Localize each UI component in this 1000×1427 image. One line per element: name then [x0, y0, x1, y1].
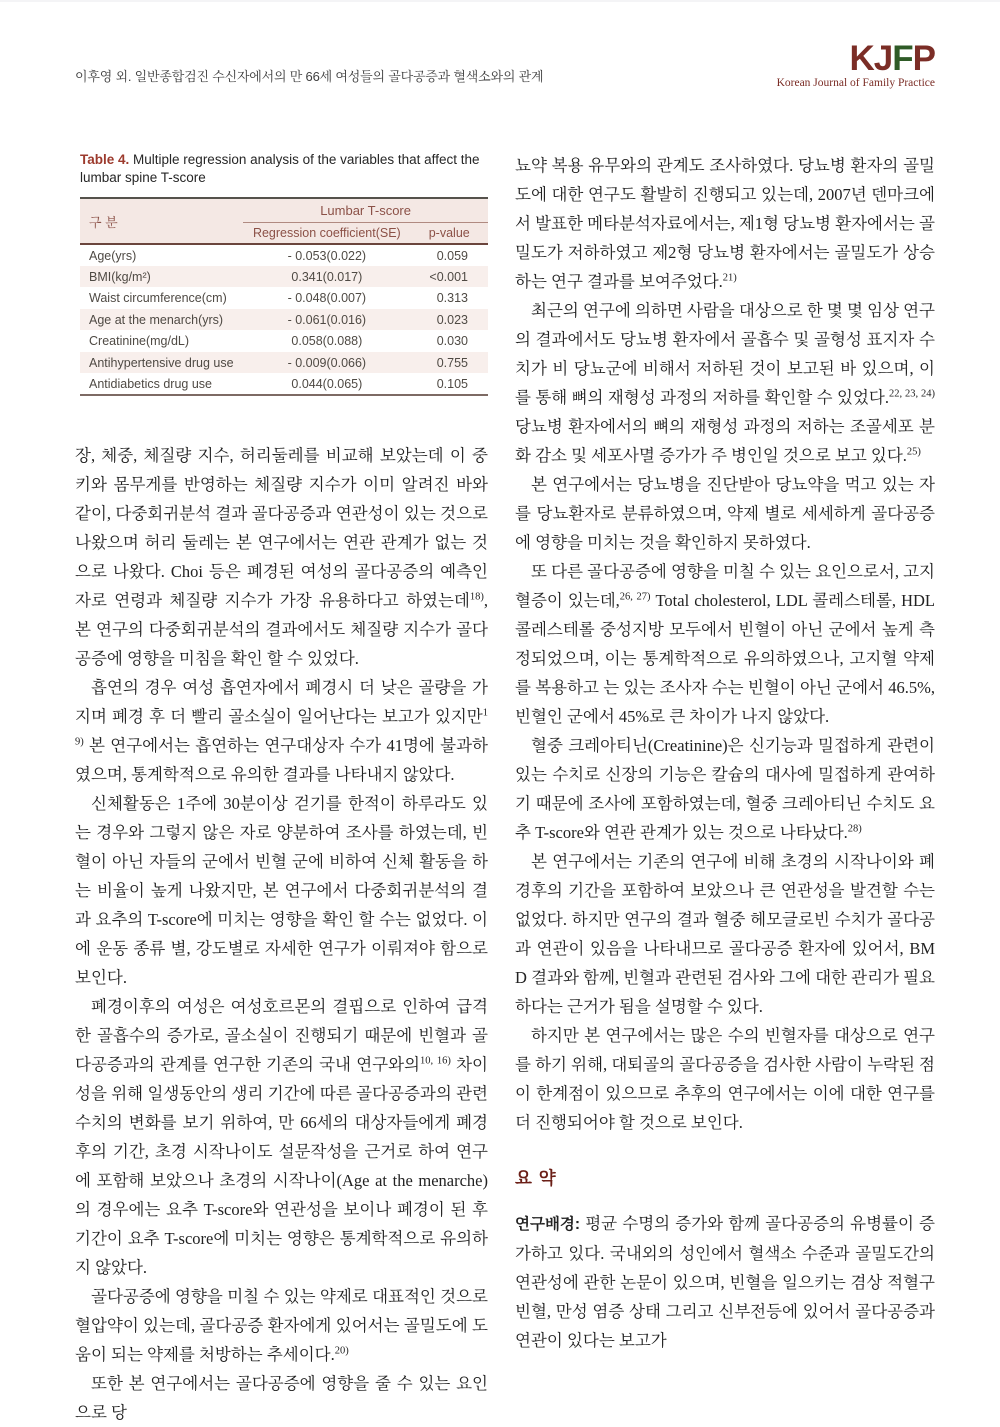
table-cell: <0.001 [429, 269, 468, 284]
right-column [515, 151, 935, 1427]
paragraph: 폐경이후의 여성은 여성호르몬의 결핍으로 인하여 급격한 골흡수의 증가로, 골소실이 진행되기 때문에 빈혈과 골다공증과의 관계를 연구한 기존의 국내 연구와의$^{10, 16)}$ 차이성을 위해 일생동안의 생리 기간에 따른 골다공증과의 관련수치의 변화를 보기 위하여, 만 66세의 대상자들에게 폐경 후의 기간, 초경 시작나이도 설문작성을 근거로 하여 연구에 포함해 보았으나 초경의 시작나이(Age at the menarche)의 경우에는 요추 T-score와 연관성을 보이나 폐경이 된 후 기간이 요추 T-score에 미치는 영향은 통계학적으로 유의하지 않았다. [75, 996, 488, 1277]
table-row [80, 352, 488, 374]
paragraph: 장, 체중, 체질량 지수, 허리둘레를 비교해 보았는데 이 중 키와 몸무게를 반영하는 체질량 지수가 이미 알려진 바와 같이, 다중회귀분석 결과 골다공증과 연관성이 있는 것으로 나왔으며 허리 둘레는 본 연구에서는 연관 관계가 없는 것으로 나왔다. Choi 등은 폐경된 여성의 골다공증의 예측인자로 연령과 체질량 지수가 가장 유용하다고 하였는데$^{18)}$, 본 연구의 다중회귀분석의 결과에서도 체질량 지수가 골다공증에 영향을 미침을 확인 할 수 있었다. [75, 445, 488, 668]
table-cell: Creatinine(mg/dL) [89, 334, 190, 348]
table-row [80, 244, 488, 266]
table-row [80, 373, 488, 395]
table-cell: Antihypertensive drug use [89, 355, 234, 370]
table-cell: 0.044(0.065) [291, 376, 363, 391]
paragraph: 흡연의 경우 여성 흡연자에서 폐경시 더 낮은 골량을 가지며 폐경 후 더 빨리 골소실이 일어난다는 보고가 있지만$^{19)}$ 본 연구에서는 흡연하는 연구대상자 수가 41명에 불과하였으며, 통계학적으로 유의한 결과를 나타내지 않았다. [75, 677, 488, 784]
paragraph: 신체활동은 1주에 30분이상 걷기를 한적이 하루라도 있는 경우와 그렇지 않은 자로 양분하여 조사를 하였는데, 빈혈이 아닌 자들의 군에서 빈혈 군에 비하여 신체 활동을 하는 비율이 높게 나왔지만, 본 연구에서 다중회귀분석의 결과 요추의 T-score에 미치는 영향을 확인 할 수는 없었다. 이에 운동 종류 별, 강도별로 자세한 연구가 이뤄져야 함으로 보인다. [75, 793, 488, 987]
left-column-text [75, 441, 488, 1427]
right-column-text [515, 151, 935, 1355]
table-row [80, 266, 488, 288]
table-cell: - 0.009(0.066) [287, 355, 367, 370]
col-header-regression-coefficient: Regression coefficient(SE) [243, 222, 410, 244]
table-cell: 0.023 [436, 312, 468, 327]
table-header [80, 198, 488, 244]
table-cell: 0.341(0.017) [291, 269, 363, 284]
paragraph: 골다공증에 영향을 미칠 수 있는 약제로 대표적인 것으로 혈압약이 있는데, 골다공증 환자에게 있어서는 골밀도에 도움이 되는 약제를 처방하는 추세이다.$^{20)}$ [75, 1286, 488, 1364]
table-cell: Age at the menarch(yrs) [89, 312, 224, 327]
table-body [80, 244, 488, 395]
table-cell: - 0.061(0.016) [287, 312, 367, 327]
table-row [80, 287, 488, 309]
table-row [80, 330, 488, 352]
table-caption-text: Multiple regression analysis of the variables that affect the lumbar spine T-score [80, 152, 480, 186]
table-cell: - 0.053(0.022) [287, 248, 367, 263]
journal-logo [776, 39, 935, 89]
paragraph: 연구배경: 평균 수명의 증가와 함께 골다공증의 유병률이 증가하고 있다. 국내외의 성인에서 혈색소 수준과 골밀도간의 연관성에 관한 논문이 있으며, 빈혈을 일으키는 겸상 적혈구 빈혈, 만성 염증 상태 그리고 신부전등에 있어서 골다공증과 연관이 있다는 보고가 [515, 1214, 935, 1351]
paragraph: 본 연구에서는 당뇨병을 진단받아 당뇨약을 먹고 있는 자를 당뇨환자로 분류하였으며, 약제 별로 세세하게 골다공증에 영향을 미치는 것을 확인하지 못하였다. [515, 475, 935, 553]
table-caption-label: Table 4. [80, 152, 130, 168]
paragraph: 뇨약 복용 유무와의 관계도 조사하였다. 당뇨병 환자의 골밀도에 대한 연구도 활발히 진행되고 있는데, 2007년 덴마크에서 발표한 메타분석자료에서는, 제1형 당뇨병 환자에서는 골밀도가 저하하였고 제2형 당뇨병 환자에서는 골밀도가 상승하는 연구 결과를 보여주었다.$^{21)}$ [515, 156, 935, 292]
col-header-lumbar-tscore: Lumbar T-score [243, 198, 488, 222]
table-row [80, 309, 488, 331]
paragraph: 혈중 크레아티닌(Creatinine)은 신기능과 밀접하게 관련이 있는 수치로 신장의 기능은 칼슘의 대사에 밀접하게 관여하기 때문에 조사에 포함하였는데, 혈중 크레아티닌 수치도 요추 T-score와 연관 관계가 있는 것으로 나타났다.$^{28)}$ [515, 736, 935, 843]
logo-letter-f: F [892, 39, 913, 78]
left-column [75, 151, 488, 1427]
kjfp-logo [777, 39, 935, 78]
table-cell: 0.105 [436, 376, 468, 391]
col-header-p-value: p-value [410, 222, 488, 244]
table-cell: 0.030 [436, 334, 468, 348]
table-caption [80, 151, 488, 187]
table-cell: BMI(kg/m²) [89, 269, 151, 284]
table-4-block [80, 151, 488, 396]
logo-subtitle: Korean Journal of Family Practice [776, 76, 935, 89]
table-cell: - 0.048(0.007) [287, 291, 367, 305]
page-header [75, 2, 935, 89]
paragraph: 또한 본 연구에서는 골다공증에 영향을 줄 수 있는 요인으로 당 [75, 1373, 488, 1422]
table-cell: 0.059 [436, 248, 468, 263]
running-title: 이후영 외. 일반종합검진 수신자에서의 만 66세 여성들의 골다공증과 혈색소와의 관계 [75, 69, 544, 85]
table-cell: 0.058(0.088) [291, 334, 363, 348]
paragraph: 최근의 연구에 의하면 사람을 대상으로 한 몇 몇 임상 연구의 결과에서도 당뇨병 환자에서 골흡수 및 골형성 표지자 수치가 비 당뇨군에 비해서 저하된 것이 보고된 바 있으며, 이를 통해 뼈의 재형성 과정의 저하를 확인할 수 있었다.$^{22, 23, 24)}$ 당뇨병 환자에서의 뼈의 재형성 과정의 저하는 조골세포 분화 감소 및 세포사멸 증가가 주 병인일 것으로 보고 있다.$^{25)}$ [515, 301, 935, 466]
logo-letters-kj: KJ [849, 39, 893, 78]
paragraph: 또 다른 골다공증에 영향을 미칠 수 있는 요인으로서, 고지혈증이 있는데,$^{26, 27)}$ Total cholesterol, LDL 콜레스테롤, HDL 콜레스테롤 중성지방 모두에서 빈혈이 아닌 군에서 높게 측정되었으며, 이는 통계학적으로 유의하였으나, 고지혈 약제를 복용하고 는 있는 조사자 수는 빈혈이 아닌 군에서 46.5%, 빈혈인 군에서 45%로 큰 차이가 나지 않았다. [515, 562, 935, 727]
table-cell: 0.755 [436, 355, 468, 370]
regression-table [80, 197, 488, 396]
paragraph: 본 연구에서는 기존의 연구에 비해 초경의 시작나이와 폐경후의 기간을 포함하여 보았으나 큰 연관성을 발견할 수는 없었다. 하지만 연구의 결과 혈중 헤모글로빈 수치가 골다공과 연관이 있음을 나타내므로 골다공증 환자에 있어서, BMD 결과와 함께, 빈혈과 관련된 검사와 그에 대한 관리가 필요하다는 근거가 됨을 설명할 수 있다. [515, 852, 935, 1017]
table-cell: Age(yrs) [89, 248, 137, 263]
table-cell: Waist circumference(cm) [89, 291, 227, 305]
summary-heading: 요 약 [515, 1168, 557, 1189]
paragraph: 하지만 본 연구에서는 많은 수의 빈혈자를 대상으로 연구를 하기 위해, 대퇴골의 골다공증을 검사한 사람이 누락된 점이 한계점이 있으므로 추후의 연구에서는 이에 대한 연구를 더 진행되어야 할 것으로 보인다. [515, 1026, 935, 1133]
two-column-layout [75, 151, 935, 1427]
table-cell: Antidiabetics drug use [89, 376, 212, 391]
col-header-gubun: 구 분 [80, 198, 243, 244]
logo-letter-p: P [912, 39, 935, 78]
table-cell: 0.313 [436, 291, 468, 305]
